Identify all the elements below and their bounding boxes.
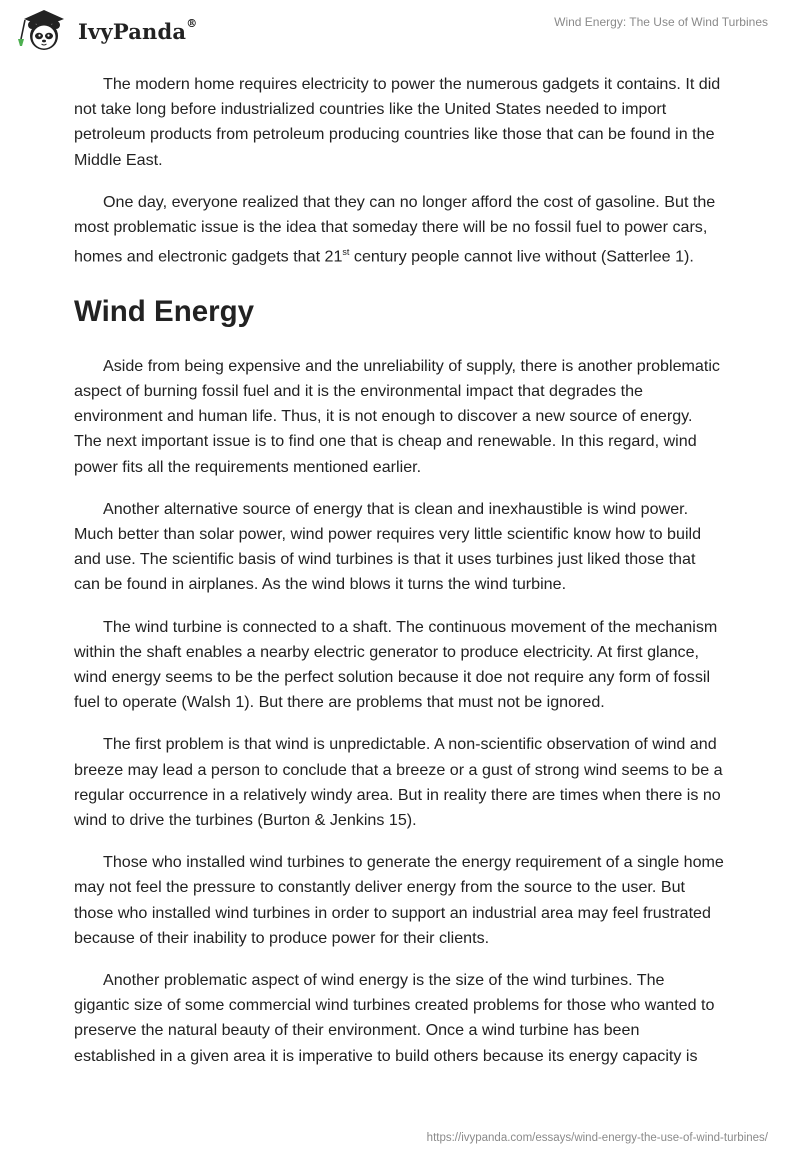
paragraph: Another problematic aspect of wind energy is the size of the wind turbines. The gigantic size of some commercial wind turbines created problems for those who wanted to preserve the natural beauty of their environment. Once a wind turbine has been established in a given area it is imperative to build others because its energy capacity is <box>74 971 715 1065</box>
paragraph: The first problem is that wind is unpredictable. A non-scientific observation of wind and breeze may lead a person to conclude that a breeze or a gust of strong wind seems to be a regular occurrence in a relatively windy area. But in reality there are times when there is no wind to drive the turbines (Burton & Jenkins 15). <box>74 735 723 830</box>
paragraph-intro: The modern home requires electricity to power the numerous gadgets it contains. It did not take long before industrialized countries like the United States needed to import petroleum products from petroleum producing countries like those that can be found in the Middle East. <box>74 75 721 169</box>
essay-content <box>74 72 724 1086</box>
page-header <box>0 0 800 60</box>
panda-mascot-icon <box>16 9 72 53</box>
section-heading: Wind Energy <box>74 294 255 328</box>
ivypanda-logo[interactable] <box>16 9 197 53</box>
brand-name: IvyPanda® <box>78 16 198 44</box>
source-url-link[interactable]: https://ivypanda.com/essays/wind-energy-the-use-of-wind-turbines/ <box>426 1132 768 1144</box>
paragraph: Aside from being expensive and the unreliability of supply, there is another problematic aspect of burning fossil fuel and it is the environmental impact that degrades the environment and human life. Thus, it is not enough to discover a new source of energy. The next important issue is to find one that is cheap and renewable. In this regard, wind power fits all the requirements mentioned earlier. <box>74 356 720 476</box>
paragraph: The wind turbine is connected to a shaft. The continuous movement of the mechanism within the shaft enables a nearby electric generator to produce electricity. At first glance, wind energy seems to be the perfect solution because it doe not require any form of fossil fuel to operate (Walsh 1). But there are problems that must not be ignored. <box>74 617 718 712</box>
ordinal-suffix: st <box>342 247 350 258</box>
paragraph: Those who installed wind turbines to generate the energy requirement of a single home may not feel the pressure to constantly deliver energy from the source to the user. But those who installed wind turbines in order to support an industrial area may feel frustrated because of their inability to produce power for their clients. <box>74 853 724 947</box>
paragraph: Another alternative source of energy that is clean and inexhaustible is wind power. Much better than solar power, wind power requires very little scientific know how to build and use. The scientific basis of wind turbines is that it uses turbines just liked those that can be found in airplanes. As the wind blows it turns the wind turbine. <box>74 499 702 594</box>
paragraph-fossil-fuel: One day, everyone realized that they can no longer afford the cost of gasoline. But the most problematic issue is the idea that someday there will be no fossil fuel to power cars, homes and electronic gadgets that 21st century people cannot live without (Satterlee 1). <box>74 192 716 266</box>
document-title: Wind Energy: The Use of Wind Turbines <box>554 15 768 29</box>
